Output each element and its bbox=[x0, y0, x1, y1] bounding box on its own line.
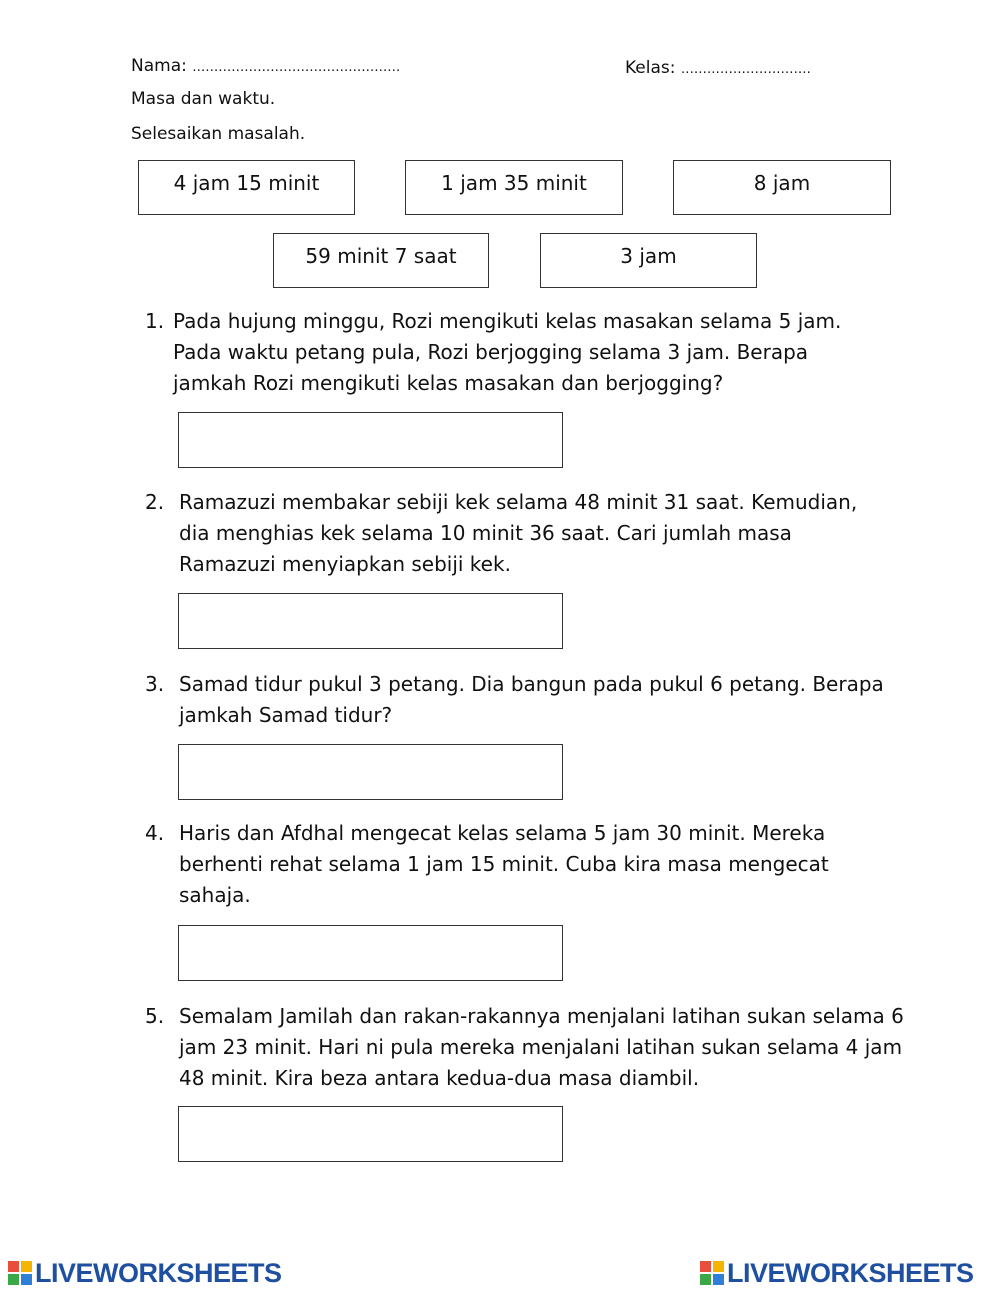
question-5 bbox=[145, 1001, 915, 1094]
name-label: Nama: bbox=[131, 56, 187, 76]
question-text: Haris dan Afdhal mengecat kelas selama 5 jam 30 minit. Mereka berhenti rehat selama 1 jam 15 minit. Cuba kira masa mengecat sahaja. bbox=[179, 821, 829, 907]
question-text: Samad tidur pukul 3 petang. Dia bangun pada pukul 6 petang. Berapa jamkah Samad tidur? bbox=[179, 672, 884, 727]
question-3 bbox=[145, 669, 905, 731]
answer-drop-box-1[interactable] bbox=[178, 412, 563, 468]
question-number: 2. bbox=[145, 490, 165, 514]
question-number: 5. bbox=[145, 1004, 165, 1028]
answer-drop-box-2[interactable] bbox=[178, 593, 563, 649]
option-card[interactable]: 8 jam bbox=[673, 160, 891, 215]
name-field bbox=[131, 56, 400, 76]
class-dots: ………………………… bbox=[680, 62, 811, 77]
name-dots: ………………………………………… bbox=[192, 60, 401, 75]
liveworksheets-icon bbox=[8, 1261, 32, 1285]
question-number: 3. bbox=[145, 672, 165, 696]
class-field bbox=[625, 58, 811, 78]
instruction-text: Selesaikan masalah. bbox=[131, 124, 306, 144]
liveworksheets-logo-left bbox=[8, 1258, 282, 1288]
question-2 bbox=[145, 487, 885, 580]
liveworksheets-icon bbox=[700, 1261, 724, 1285]
option-card[interactable]: 4 jam 15 minit bbox=[138, 160, 355, 215]
option-card[interactable]: 3 jam bbox=[540, 233, 757, 288]
question-number: 1. bbox=[145, 309, 165, 333]
option-card[interactable]: 59 minit 7 saat bbox=[273, 233, 489, 288]
brand-text: LIVEWORKSHEETS bbox=[727, 1257, 974, 1288]
question-text: Ramazuzi membakar sebiji kek selama 48 minit 31 saat. Kemudian, dia menghias kek selama 10 minit 36 saat. Cari jumlah masa Ramazuzi menyiapkan sebiji kek. bbox=[179, 490, 858, 576]
question-text: Pada hujung minggu, Rozi mengikuti kelas masakan selama 5 jam. Pada waktu petang pula, Rozi berjogging selama 3 jam. Berapa jamkah Rozi mengikuti kelas masakan dan berjogging? bbox=[173, 309, 842, 395]
class-label: Kelas: bbox=[625, 58, 676, 78]
question-number: 4. bbox=[145, 821, 165, 845]
liveworksheets-logo-right bbox=[700, 1258, 974, 1288]
option-card[interactable]: 1 jam 35 minit bbox=[405, 160, 623, 215]
answer-drop-box-4[interactable] bbox=[178, 925, 563, 981]
answer-drop-box-3[interactable] bbox=[178, 744, 563, 800]
question-4 bbox=[145, 818, 875, 911]
answer-drop-box-5[interactable] bbox=[178, 1106, 563, 1162]
question-text: Semalam Jamilah dan rakan-rakannya menjalani latihan sukan selama 6 jam 23 minit. Hari ni pula mereka menjalani latihan sukan selama 4 jam 48 minit. Kira beza antara kedua-dua masa diambil. bbox=[179, 1004, 904, 1090]
brand-text: LIVEWORKSHEETS bbox=[35, 1257, 282, 1288]
topic-title: Masa dan waktu. bbox=[131, 89, 276, 109]
question-1 bbox=[145, 306, 865, 399]
